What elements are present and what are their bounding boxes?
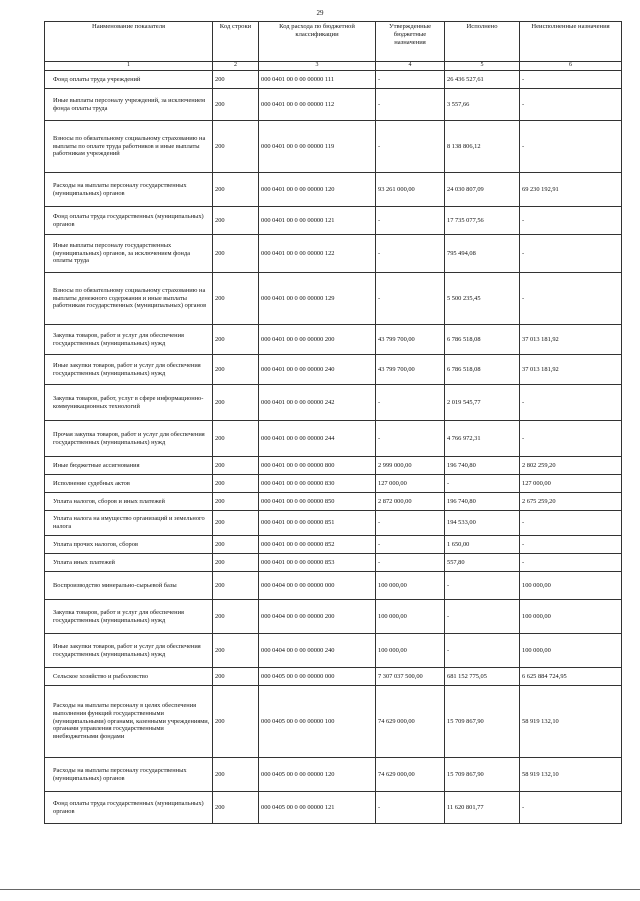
cell-name: Уплата иных платежей [45,554,213,572]
table-row [45,89,622,121]
cell-approved: - [376,511,445,536]
cell-unexecuted: 58 919 132,10 [520,686,622,758]
cell-unexecuted: - [520,385,622,421]
cell-unexecuted: 58 919 132,10 [520,758,622,792]
table-row [45,235,622,273]
table-row [45,600,622,634]
cell-approved: 127 000,00 [376,475,445,493]
cell-line: 200 [213,634,259,668]
cell-executed: 11 620 801,77 [445,792,520,824]
cell-executed: 6 786 518,08 [445,355,520,385]
page-number: 29 [316,9,324,17]
cell-line: 200 [213,89,259,121]
cell-unexecuted: - [520,121,622,173]
header-code-line: Код строки [213,22,259,62]
cell-name: Уплата налога на имущество организаций и земельного налога [45,511,213,536]
cell-approved: - [376,421,445,457]
cell-code: 000 0404 00 0 00 00000 200 [259,600,376,634]
cell-approved: 100 000,00 [376,600,445,634]
cell-unexecuted: - [520,235,622,273]
cell-code: 000 0405 00 0 00 00000 100 [259,686,376,758]
cell-line: 200 [213,207,259,235]
header-executed: Исполнено [445,22,520,62]
cell-approved: 7 307 037 500,00 [376,668,445,686]
cell-executed: 3 557,66 [445,89,520,121]
cell-line: 200 [213,758,259,792]
cell-line: 200 [213,421,259,457]
cell-approved: - [376,536,445,554]
cell-approved: 74 629 000,00 [376,686,445,758]
cell-executed: 5 500 235,45 [445,273,520,325]
cell-unexecuted: - [520,536,622,554]
table-row [45,273,622,325]
cell-executed: 557,80 [445,554,520,572]
cell-approved: 100 000,00 [376,572,445,600]
cell-unexecuted: 2 675 259,20 [520,493,622,511]
cell-line: 200 [213,457,259,475]
cell-executed: - [445,475,520,493]
cell-unexecuted: 69 230 192,91 [520,173,622,207]
table-row [45,421,622,457]
cell-executed: - [445,600,520,634]
table-row [45,572,622,600]
column-number: 3 [259,62,376,71]
cell-approved: 100 000,00 [376,634,445,668]
cell-unexecuted: - [520,273,622,325]
cell-executed: 8 138 806,12 [445,121,520,173]
cell-approved: 74 629 000,00 [376,758,445,792]
cell-approved: 93 261 000,00 [376,173,445,207]
cell-approved: - [376,89,445,121]
budget-expenditure-table [44,21,622,824]
table-row [45,511,622,536]
cell-approved: 2 872 000,00 [376,493,445,511]
header-unexecuted: Неисполненные назначения [520,22,622,62]
cell-approved: - [376,235,445,273]
cell-code: 000 0405 00 0 00 00000 120 [259,758,376,792]
table-row [45,385,622,421]
table-row [45,457,622,475]
cell-name: Уплата налогов, сборов и иных платежей [45,493,213,511]
cell-code: 000 0401 00 0 00 00000 122 [259,235,376,273]
cell-approved: - [376,71,445,89]
cell-unexecuted: 100 000,00 [520,600,622,634]
cell-line: 200 [213,511,259,536]
cell-name: Расходы на выплаты персоналу государственных (муниципальных) органов [45,758,213,792]
cell-approved: - [376,554,445,572]
cell-name: Закупка товаров, работ и услуг для обеспечения государственных (муниципальных) нужд [45,600,213,634]
cell-name: Взносы по обязательному социальному страхованию на выплаты денежного содержания и иные выплаты работникам государственных (муниципальных) органов [45,273,213,325]
cell-executed: 196 740,80 [445,493,520,511]
cell-line: 200 [213,71,259,89]
cell-unexecuted: - [520,511,622,536]
cell-executed: 194 533,00 [445,511,520,536]
cell-code: 000 0404 00 0 00 00000 240 [259,634,376,668]
cell-name: Фонд оплаты труда государственных (муниципальных) органов [45,792,213,824]
cell-code: 000 0401 00 0 00 00000 129 [259,273,376,325]
cell-name: Фонд оплаты труда государственных (муниципальных) органов [45,207,213,235]
cell-code: 000 0401 00 0 00 00000 853 [259,554,376,572]
table-row [45,554,622,572]
cell-line: 200 [213,273,259,325]
cell-unexecuted: 6 625 884 724,95 [520,668,622,686]
cell-code: 000 0401 00 0 00 00000 800 [259,457,376,475]
cell-code: 000 0401 00 0 00 00000 830 [259,475,376,493]
cell-line: 200 [213,554,259,572]
cell-executed: 15 709 867,90 [445,686,520,758]
cell-line: 200 [213,235,259,273]
cell-name: Иные закупки товаров, работ и услуг для обеспечения государственных (муниципальных) нужд [45,355,213,385]
cell-executed: 15 709 867,90 [445,758,520,792]
cell-line: 200 [213,355,259,385]
cell-line: 200 [213,493,259,511]
cell-code: 000 0405 00 0 00 00000 000 [259,668,376,686]
cell-name: Уплата прочих налогов, сборов [45,536,213,554]
cell-name: Иные выплаты персоналу учреждений, за исключением фонда оплаты труда [45,89,213,121]
cell-code: 000 0404 00 0 00 00000 000 [259,572,376,600]
cell-line: 200 [213,325,259,355]
table-row [45,668,622,686]
cell-code: 000 0401 00 0 00 00000 121 [259,207,376,235]
column-number: 6 [520,62,622,71]
cell-code: 000 0401 00 0 00 00000 852 [259,536,376,554]
cell-code: 000 0401 00 0 00 00000 240 [259,355,376,385]
cell-name: Взносы по обязательному социальному страхованию на выплаты по оплате труда работников и иные выплаты работникам учреждений [45,121,213,173]
cell-unexecuted: 37 013 181,92 [520,355,622,385]
column-number: 1 [45,62,213,71]
table-row [45,173,622,207]
cell-executed: 24 030 807,09 [445,173,520,207]
cell-executed: - [445,572,520,600]
cell-approved: - [376,121,445,173]
cell-executed: 681 152 775,05 [445,668,520,686]
cell-executed: 1 650,00 [445,536,520,554]
cell-approved: 2 999 000,00 [376,457,445,475]
cell-name: Иные бюджетные ассигнования [45,457,213,475]
cell-code: 000 0401 00 0 00 00000 112 [259,89,376,121]
cell-approved: - [376,273,445,325]
cell-name: Закупка товаров, работ и услуг для обеспечения государственных (муниципальных) нужд [45,325,213,355]
cell-unexecuted: - [520,89,622,121]
cell-unexecuted: - [520,421,622,457]
cell-unexecuted: - [520,207,622,235]
cell-name: Исполнение судебных актов [45,475,213,493]
cell-line: 200 [213,536,259,554]
cell-executed: 2 019 545,77 [445,385,520,421]
header-approved: Утвержденные бюджетные назначения [376,22,445,62]
cell-executed: 26 436 527,61 [445,71,520,89]
cell-line: 200 [213,792,259,824]
cell-line: 200 [213,475,259,493]
cell-name: Прочая закупка товаров, работ и услуг для обеспечения государственных (муниципальных) нужд [45,421,213,457]
table-row [45,758,622,792]
table-row [45,493,622,511]
cell-unexecuted: - [520,554,622,572]
cell-approved: - [376,207,445,235]
cell-approved: - [376,792,445,824]
column-number: 5 [445,62,520,71]
cell-unexecuted: 100 000,00 [520,572,622,600]
cell-name: Иные выплаты персоналу государственных (муниципальных) органов, за исключением фонда оплаты труда [45,235,213,273]
cell-unexecuted: 100 000,00 [520,634,622,668]
cell-code: 000 0401 00 0 00 00000 200 [259,325,376,355]
cell-name: Расходы на выплаты персоналу государственных (муниципальных) органов [45,173,213,207]
cell-approved: - [376,385,445,421]
header-name: Наименование показателя [45,22,213,62]
cell-executed: 4 766 972,31 [445,421,520,457]
cell-unexecuted: - [520,792,622,824]
header-code-budget: Код расхода по бюджетной классификации [259,22,376,62]
cell-code: 000 0401 00 0 00 00000 119 [259,121,376,173]
table-row [45,536,622,554]
cell-name: Расходы на выплаты персоналу в целях обеспечения выполнения функций государственными (муниципальными) органами, казенными учреждениями, органами управления государственными внебюджетными фондами [45,686,213,758]
cell-name: Закупка товаров, работ, услуг в сфере информационно-коммуникационных технологий [45,385,213,421]
cell-name: Фонд оплаты труда учреждений [45,71,213,89]
cell-executed: 795 494,08 [445,235,520,273]
cell-unexecuted: 37 013 181,92 [520,325,622,355]
cell-line: 200 [213,668,259,686]
cell-code: 000 0401 00 0 00 00000 242 [259,385,376,421]
table-row [45,71,622,89]
cell-line: 200 [213,600,259,634]
cell-unexecuted: - [520,71,622,89]
cell-code: 000 0401 00 0 00 00000 244 [259,421,376,457]
cell-code: 000 0401 00 0 00 00000 851 [259,511,376,536]
column-number: 2 [213,62,259,71]
cell-name: Иные закупки товаров, работ и услуг для обеспечения государственных (муниципальных) нужд [45,634,213,668]
cell-line: 200 [213,173,259,207]
cell-name: Сельское хозяйство и рыболовство [45,668,213,686]
cell-line: 200 [213,121,259,173]
cell-code: 000 0401 00 0 00 00000 111 [259,71,376,89]
page-bottom-rule [0,889,640,890]
cell-unexecuted: 2 802 259,20 [520,457,622,475]
cell-executed: 196 740,80 [445,457,520,475]
table-row [45,475,622,493]
table-row [45,355,622,385]
table-row [45,207,622,235]
table-row [45,325,622,355]
table-row [45,686,622,758]
cell-line: 200 [213,686,259,758]
cell-code: 000 0401 00 0 00 00000 850 [259,493,376,511]
cell-name: Воспроизводство минерально-сырьевой базы [45,572,213,600]
table-row [45,792,622,824]
cell-approved: 43 799 700,00 [376,325,445,355]
cell-approved: 43 799 700,00 [376,355,445,385]
cell-code: 000 0405 00 0 00 00000 121 [259,792,376,824]
cell-line: 200 [213,572,259,600]
cell-executed: - [445,634,520,668]
table-row [45,121,622,173]
cell-executed: 17 735 077,56 [445,207,520,235]
header-row [45,22,622,62]
cell-code: 000 0401 00 0 00 00000 120 [259,173,376,207]
cell-unexecuted: 127 000,00 [520,475,622,493]
cell-line: 200 [213,385,259,421]
column-number-row [45,62,622,71]
column-number: 4 [376,62,445,71]
cell-executed: 6 786 518,08 [445,325,520,355]
table-row [45,634,622,668]
